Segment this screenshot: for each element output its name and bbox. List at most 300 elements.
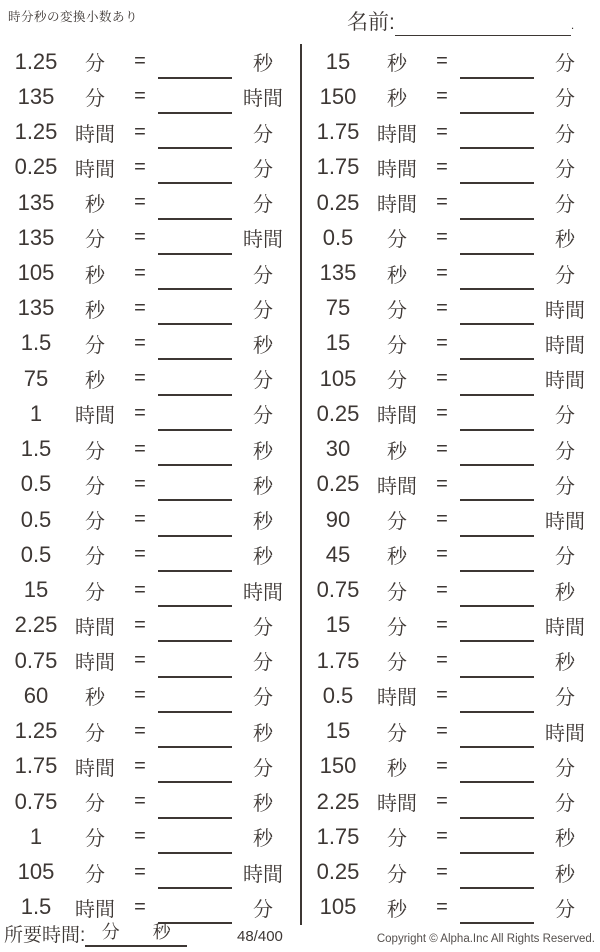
answer-blank-line — [158, 513, 232, 537]
answer-blank-line — [460, 795, 534, 819]
problem-row — [302, 44, 600, 79]
answer-blank-line — [460, 125, 534, 149]
problem-value: 105 — [319, 365, 357, 391]
problem-target-unit: 分 — [555, 475, 575, 498]
equals-sign: = — [134, 472, 146, 495]
equals-sign: = — [134, 402, 146, 425]
problem-value: 75 — [325, 295, 351, 321]
problem-target-unit: 分 — [555, 158, 575, 181]
problem-value: 15 — [325, 718, 351, 744]
problem-target-unit: 時間 — [545, 370, 585, 393]
name-blank-line — [395, 12, 571, 36]
equals-sign: = — [134, 684, 146, 707]
equals-sign: = — [436, 226, 448, 249]
problem-target-unit: 時間 — [545, 299, 585, 322]
problem-value: 135 — [17, 83, 55, 109]
elapsed-time-blank-line — [85, 918, 187, 947]
problem-target-unit: 分 — [555, 440, 575, 463]
problem-source-unit: 分 — [85, 511, 105, 534]
equals-sign: = — [436, 578, 448, 601]
answer-blank-line — [460, 583, 534, 607]
equals-sign: = — [134, 296, 146, 319]
problem-target-unit: 秒 — [253, 793, 273, 816]
problem-value: 60 — [23, 682, 49, 708]
problem-value: 15 — [325, 48, 351, 74]
footer — [0, 922, 600, 952]
answer-blank-line — [460, 90, 534, 114]
answer-blank-line — [158, 583, 232, 607]
problem-row — [0, 467, 300, 502]
answer-blank-line — [158, 55, 232, 79]
problem-value: 135 — [17, 224, 55, 250]
problem-source-unit: 時間 — [377, 123, 417, 146]
equals-sign: = — [436, 191, 448, 214]
problem-row — [0, 749, 300, 784]
answer-blank-line — [158, 231, 232, 255]
problem-row — [302, 255, 600, 290]
problem-value: 150 — [319, 83, 357, 109]
problem-target-unit: 秒 — [555, 863, 575, 886]
answer-blank-line — [460, 513, 534, 537]
answer-blank-line — [158, 689, 232, 713]
problem-target-unit: 分 — [253, 299, 273, 322]
equals-sign: = — [436, 296, 448, 319]
equals-sign: = — [436, 261, 448, 284]
worksheet-title: 時分秒の変換小数あり — [8, 10, 139, 24]
problem-target-unit: 分 — [555, 194, 575, 217]
problem-row — [302, 713, 600, 748]
problem-value: 2.25 — [316, 788, 360, 814]
problem-source-unit: 分 — [387, 828, 407, 851]
problem-source-unit: 秒 — [387, 440, 407, 463]
problem-source-unit: 分 — [387, 334, 407, 357]
problem-source-unit: 秒 — [387, 53, 407, 76]
equals-sign: = — [436, 543, 448, 566]
problem-value: 0.75 — [14, 647, 58, 673]
problem-target-unit: 分 — [253, 898, 273, 921]
problem-source-unit: 秒 — [85, 299, 105, 322]
problem-target-unit: 時間 — [243, 229, 283, 252]
problem-target-unit: 時間 — [243, 88, 283, 111]
problem-row — [0, 396, 300, 431]
problem-value: 0.25 — [316, 189, 360, 215]
problem-source-unit: 秒 — [387, 546, 407, 569]
problem-row — [0, 291, 300, 326]
problem-target-unit: 秒 — [555, 581, 575, 604]
answer-blank-line — [158, 160, 232, 184]
equals-sign: = — [134, 120, 146, 143]
problem-source-unit: 分 — [387, 616, 407, 639]
problem-source-unit: 分 — [85, 440, 105, 463]
problem-target-unit: 秒 — [555, 652, 575, 675]
problem-target-unit: 分 — [253, 264, 273, 287]
answer-blank-line — [460, 160, 534, 184]
problem-row — [0, 608, 300, 643]
problem-target-unit: 秒 — [253, 53, 273, 76]
problem-target-unit: 分 — [555, 123, 575, 146]
answer-blank-line — [460, 336, 534, 360]
problem-value: 1.5 — [20, 894, 52, 920]
problem-row — [302, 114, 600, 149]
problem-target-unit: 分 — [253, 158, 273, 181]
name-line-end-dot: . — [570, 18, 575, 32]
problem-target-unit: 時間 — [243, 581, 283, 604]
equals-sign: = — [436, 85, 448, 108]
problem-source-unit: 分 — [387, 229, 407, 252]
answer-blank-line — [460, 759, 534, 783]
problem-target-unit: 時間 — [243, 863, 283, 886]
problem-target-unit: 秒 — [253, 511, 273, 534]
problem-target-unit: 秒 — [253, 546, 273, 569]
problem-source-unit: 分 — [85, 334, 105, 357]
problem-value: 0.25 — [14, 154, 58, 180]
problem-source-unit: 秒 — [387, 88, 407, 111]
problem-row — [302, 361, 600, 396]
answer-blank-line — [158, 266, 232, 290]
equals-sign: = — [134, 719, 146, 742]
problem-target-unit: 分 — [555, 53, 575, 76]
problems-right-column — [300, 44, 600, 925]
problem-value: 0.5 — [322, 682, 354, 708]
problem-row — [302, 643, 600, 678]
name-label: 名前: — [347, 11, 395, 34]
problem-source-unit: 時間 — [377, 405, 417, 428]
problem-source-unit: 分 — [85, 793, 105, 816]
equals-sign: = — [436, 719, 448, 742]
problem-value: 1.75 — [316, 823, 360, 849]
problem-row — [302, 291, 600, 326]
problem-target-unit: 分 — [253, 687, 273, 710]
problem-source-unit: 分 — [387, 863, 407, 886]
equals-sign: = — [134, 578, 146, 601]
equals-sign: = — [436, 860, 448, 883]
problem-value: 1.5 — [20, 436, 52, 462]
problem-value: 0.75 — [316, 577, 360, 603]
answer-blank-line — [158, 372, 232, 396]
problem-value: 1.75 — [316, 119, 360, 145]
problem-source-unit: 秒 — [387, 264, 407, 287]
answer-blank-line — [460, 689, 534, 713]
problem-target-unit: 分 — [555, 405, 575, 428]
equals-sign: = — [436, 684, 448, 707]
answer-blank-line — [460, 548, 534, 572]
answer-blank-line — [158, 90, 232, 114]
equals-sign: = — [134, 543, 146, 566]
problem-target-unit: 分 — [253, 405, 273, 428]
problem-source-unit: 分 — [85, 722, 105, 745]
problem-value: 1.5 — [20, 330, 52, 356]
problem-row — [0, 502, 300, 537]
problem-row — [302, 854, 600, 889]
problem-row — [0, 220, 300, 255]
elapsed-time-label: 所要時間: — [4, 925, 86, 946]
problem-target-unit: 分 — [253, 194, 273, 217]
problem-target-unit: 秒 — [253, 475, 273, 498]
equals-sign: = — [436, 50, 448, 73]
equals-sign: = — [436, 331, 448, 354]
answer-blank-line — [158, 724, 232, 748]
answer-blank-line — [460, 196, 534, 220]
problem-value: 1.75 — [14, 753, 58, 779]
problem-value: 1.25 — [14, 718, 58, 744]
problem-value: 30 — [325, 436, 351, 462]
problems-area — [0, 44, 600, 925]
problem-value: 15 — [325, 612, 351, 638]
equals-sign: = — [436, 155, 448, 178]
problem-source-unit: 分 — [85, 546, 105, 569]
problem-row — [302, 537, 600, 572]
equals-sign: = — [134, 613, 146, 636]
equals-sign: = — [436, 508, 448, 531]
problem-row — [302, 502, 600, 537]
problem-row — [0, 185, 300, 220]
problem-source-unit: 分 — [387, 652, 407, 675]
equals-sign: = — [436, 613, 448, 636]
problem-target-unit: 時間 — [545, 722, 585, 745]
answer-blank-line — [460, 407, 534, 431]
equals-sign: = — [436, 472, 448, 495]
problem-row — [0, 854, 300, 889]
equals-sign: = — [436, 895, 448, 918]
answer-blank-line — [158, 830, 232, 854]
answer-blank-line — [158, 336, 232, 360]
problem-row — [302, 432, 600, 467]
problem-target-unit: 秒 — [253, 334, 273, 357]
answer-blank-line — [460, 724, 534, 748]
problem-source-unit: 時間 — [75, 123, 115, 146]
problem-target-unit: 時間 — [545, 511, 585, 534]
answer-blank-line — [158, 301, 232, 325]
problem-row — [302, 326, 600, 361]
problem-source-unit: 時間 — [75, 757, 115, 780]
equals-sign: = — [134, 367, 146, 390]
equals-sign: = — [436, 402, 448, 425]
answer-blank-line — [158, 196, 232, 220]
problem-target-unit: 分 — [253, 616, 273, 639]
answer-blank-line — [158, 618, 232, 642]
problem-target-unit: 分 — [555, 687, 575, 710]
answer-blank-line — [158, 477, 232, 501]
problem-row — [302, 396, 600, 431]
answer-blank-line — [460, 301, 534, 325]
answer-blank-line — [158, 654, 232, 678]
problem-source-unit: 分 — [85, 88, 105, 111]
equals-sign: = — [436, 649, 448, 672]
problem-source-unit: 時間 — [377, 158, 417, 181]
problem-row — [0, 643, 300, 678]
problem-source-unit: 分 — [85, 229, 105, 252]
problem-value: 1.25 — [14, 48, 58, 74]
copyright-notice: Copyright © Alpha.Inc All Rights Reserved. — [376, 933, 595, 945]
equals-sign: = — [134, 790, 146, 813]
problem-source-unit: 時間 — [377, 194, 417, 217]
problem-value: 1.25 — [14, 119, 58, 145]
problem-row — [0, 537, 300, 572]
problem-source-unit: 分 — [387, 370, 407, 393]
answer-blank-line — [158, 125, 232, 149]
problem-value: 45 — [325, 541, 351, 567]
problem-source-unit: 分 — [85, 581, 105, 604]
problem-value: 105 — [17, 859, 55, 884]
problem-row — [302, 819, 600, 854]
problem-source-unit: 分 — [387, 581, 407, 604]
equals-sign: = — [436, 367, 448, 390]
answer-blank-line — [460, 865, 534, 889]
problem-source-unit: 時間 — [377, 793, 417, 816]
problem-target-unit: 分 — [555, 88, 575, 111]
equals-sign: = — [134, 85, 146, 108]
elapsed-time-minutes-unit: 分 — [101, 922, 120, 942]
equals-sign: = — [134, 226, 146, 249]
equals-sign: = — [134, 825, 146, 848]
problem-row — [302, 220, 600, 255]
problem-source-unit: 秒 — [387, 898, 407, 921]
problem-target-unit: 秒 — [253, 722, 273, 745]
problem-source-unit: 分 — [85, 828, 105, 851]
problem-value: 150 — [319, 753, 357, 779]
problem-source-unit: 分 — [85, 863, 105, 886]
equals-sign: = — [134, 50, 146, 73]
problem-row — [0, 255, 300, 290]
problem-value: 0.5 — [322, 224, 354, 250]
problem-source-unit: 秒 — [387, 757, 407, 780]
equals-sign: = — [134, 155, 146, 178]
problem-row — [302, 573, 600, 608]
problem-row — [302, 890, 600, 925]
problem-target-unit: 秒 — [253, 440, 273, 463]
answer-blank-line — [460, 477, 534, 501]
problem-value: 135 — [319, 260, 357, 286]
problem-target-unit: 分 — [555, 793, 575, 816]
equals-sign: = — [436, 825, 448, 848]
problem-row — [302, 467, 600, 502]
answer-blank-line — [460, 55, 534, 79]
answer-blank-line — [460, 900, 534, 924]
problem-target-unit: 時間 — [545, 616, 585, 639]
problem-row — [0, 713, 300, 748]
answer-blank-line — [460, 231, 534, 255]
problem-value: 0.5 — [20, 541, 52, 567]
problem-target-unit: 秒 — [253, 828, 273, 851]
problem-source-unit: 時間 — [75, 652, 115, 675]
problem-value: 0.75 — [14, 788, 58, 814]
problem-row — [0, 678, 300, 713]
problem-source-unit: 秒 — [85, 194, 105, 217]
problem-target-unit: 分 — [253, 123, 273, 146]
problem-target-unit: 分 — [253, 370, 273, 393]
problem-row — [0, 114, 300, 149]
answer-blank-line — [460, 654, 534, 678]
problem-value: 1.75 — [316, 647, 360, 673]
problem-value: 0.25 — [316, 859, 360, 884]
problem-target-unit: 時間 — [545, 334, 585, 357]
problem-value: 105 — [17, 260, 55, 286]
equals-sign: = — [436, 437, 448, 460]
equals-sign: = — [134, 860, 146, 883]
answer-blank-line — [460, 830, 534, 854]
problem-source-unit: 時間 — [377, 475, 417, 498]
equals-sign: = — [436, 754, 448, 777]
problems-left-column — [0, 44, 300, 925]
equals-sign: = — [134, 895, 146, 918]
answer-blank-line — [158, 865, 232, 889]
elapsed-time-field — [4, 918, 187, 947]
problem-source-unit: 時間 — [75, 616, 115, 639]
problem-value: 135 — [17, 295, 55, 321]
problem-row — [0, 326, 300, 361]
problem-value: 0.5 — [20, 471, 52, 497]
problem-source-unit: 分 — [387, 722, 407, 745]
problem-source-unit: 時間 — [75, 158, 115, 181]
problem-source-unit: 秒 — [85, 264, 105, 287]
page-indicator: 48/400 — [237, 928, 283, 945]
problem-value: 15 — [325, 330, 351, 356]
answer-blank-line — [460, 372, 534, 396]
answer-blank-line — [460, 442, 534, 466]
problem-row — [0, 150, 300, 185]
problem-row — [0, 44, 300, 79]
problem-value: 105 — [319, 894, 357, 920]
name-field — [347, 6, 574, 36]
problem-value: 90 — [325, 506, 351, 532]
problem-value: 2.25 — [14, 612, 58, 638]
problem-row — [302, 608, 600, 643]
problem-row — [0, 79, 300, 114]
problem-row — [0, 819, 300, 854]
answer-blank-line — [158, 407, 232, 431]
problem-source-unit: 分 — [85, 53, 105, 76]
answer-blank-line — [460, 266, 534, 290]
problem-source-unit: 秒 — [85, 370, 105, 393]
problem-value: 75 — [23, 365, 49, 391]
equals-sign: = — [134, 261, 146, 284]
equals-sign: = — [436, 120, 448, 143]
problem-target-unit: 分 — [555, 898, 575, 921]
problem-row — [302, 150, 600, 185]
problem-row — [302, 79, 600, 114]
problem-row — [0, 361, 300, 396]
equals-sign: = — [134, 437, 146, 460]
answer-blank-line — [158, 548, 232, 572]
problem-source-unit: 時間 — [75, 405, 115, 428]
problem-value: 1 — [29, 400, 43, 426]
problem-target-unit: 秒 — [555, 229, 575, 252]
problem-target-unit: 分 — [555, 546, 575, 569]
equals-sign: = — [134, 754, 146, 777]
answer-blank-line — [158, 759, 232, 783]
problem-value: 0.25 — [316, 400, 360, 426]
problem-value: 0.25 — [316, 471, 360, 497]
problem-source-unit: 分 — [387, 511, 407, 534]
problem-source-unit: 時間 — [75, 898, 115, 921]
problem-target-unit: 分 — [555, 757, 575, 780]
problem-target-unit: 秒 — [555, 828, 575, 851]
problem-source-unit: 分 — [85, 475, 105, 498]
problem-value: 1.75 — [316, 154, 360, 180]
problem-row — [302, 678, 600, 713]
problem-source-unit: 秒 — [85, 687, 105, 710]
elapsed-time-seconds-unit: 秒 — [152, 922, 171, 942]
answer-blank-line — [158, 442, 232, 466]
problem-row — [0, 573, 300, 608]
problem-row — [302, 784, 600, 819]
equals-sign: = — [134, 331, 146, 354]
equals-sign: = — [134, 191, 146, 214]
problem-value: 135 — [17, 189, 55, 215]
problem-row — [0, 432, 300, 467]
problem-target-unit: 分 — [253, 652, 273, 675]
problem-source-unit: 分 — [387, 299, 407, 322]
